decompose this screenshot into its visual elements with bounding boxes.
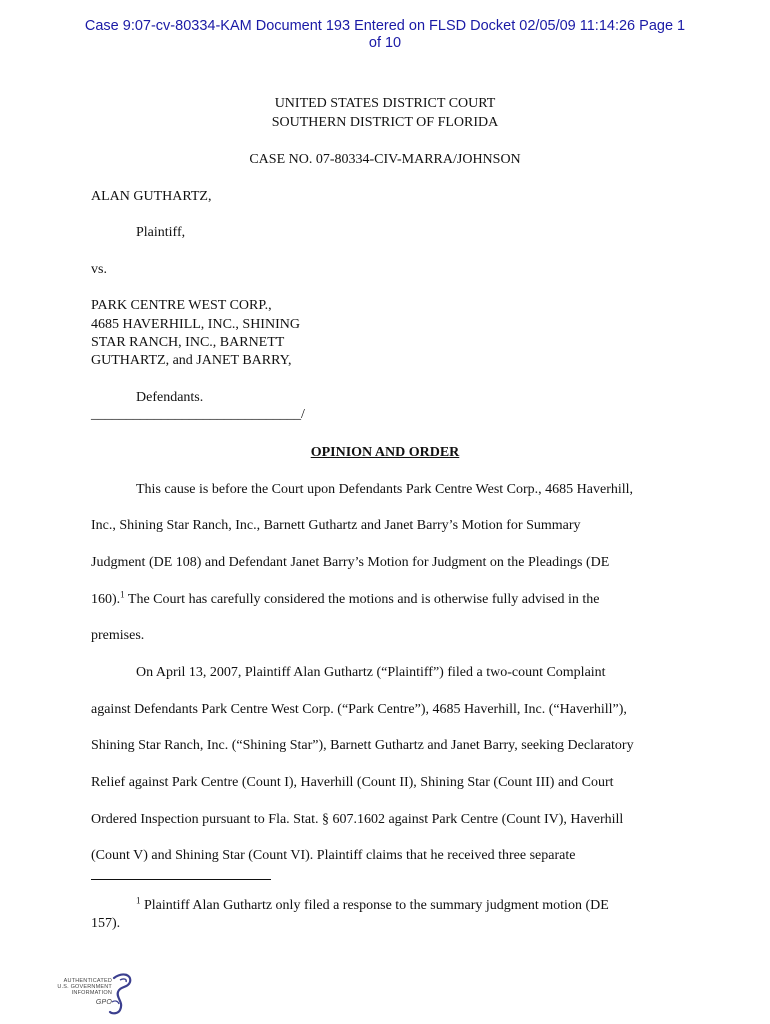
body-text: The Court has carefully considered the motions and is otherwise fully advised in the [124,592,600,607]
defendants-role: Defendants. [136,390,204,405]
versus: vs. [91,262,107,277]
defendants-line: STAR RANCH, INC., BARNETT [91,335,285,350]
body-line: against Defendants Park Centre West Corp. (“Park Centre”), 4685 Haverhill, Inc. (“Haverhill”), [91,702,627,717]
body-line: Ordered Inspection pursuant to Fla. Stat. § 607.1602 against Park Centre (Count IV), Haverhill [91,812,624,827]
court-district: SOUTHERN DISTRICT OF FLORIDA [271,115,499,130]
body-line: (Count V) and Shining Star (Count VI). Plaintiff claims that he received three separate [91,848,576,863]
caption-separator: ______________________________/ [91,407,305,422]
gpo-authentication-seal [40,972,140,1016]
body-line: On April 13, 2007, Plaintiff Alan Guthartz (“Plaintiff”) filed a two-count Complaint [136,665,606,680]
footnote-continuation: 157). [91,916,121,931]
docket-header [40,18,730,52]
body-line: Relief against Park Centre (Count I), Haverhill (Count II), Shining Star (Count III) and Court [91,775,614,790]
seal-text-line: INFORMATION [71,990,112,996]
seal-text-line: U.S. GOVERNMENT [57,984,112,990]
case-number: CASE NO. 07-80334-CIV-MARRA/JOHNSON [249,152,521,167]
docket-header-line-1: Case 9:07-cv-80334-KAM Document 193 Entered on FLSD Docket 02/05/09 11:14:26 Page 1 [84,18,686,34]
footnote-text: Plaintiff Alan Guthartz only filed a response to the summary judgment motion (DE [140,898,609,913]
plaintiff-name: ALAN GUTHARTZ, [91,189,212,204]
court-name: UNITED STATES DISTRICT COURT [274,96,496,111]
plaintiff-role: Plaintiff, [136,225,186,240]
body-line [91,591,600,608]
defendants-line: 4685 HAVERHILL, INC., SHINING [91,317,300,332]
defendants-line: GUTHARTZ, and JANET BARRY, [91,353,292,368]
body-line: This cause is before the Court upon Defendants Park Centre West Corp., 4685 Haverhill, [136,482,634,497]
body-line: Inc., Shining Star Ranch, Inc., Barnett Guthartz and Janet Barry’s Motion for Summary [91,518,581,533]
footnote [136,897,609,914]
footnote-divider [91,879,271,880]
footnote-ref: 1 [120,589,125,600]
defendants-line: PARK CENTRE WEST CORP., [91,298,272,313]
footnote-mark: 1 [136,895,141,906]
body-line: premises. [91,628,145,643]
body-line: Shining Star Ranch, Inc. (“Shining Star”), Barnett Guthartz and Janet Barry, seeking Declaratory [91,738,634,753]
seal-gpo-mark: GPO [95,999,112,1006]
opinion-title: OPINION AND ORDER [310,445,460,460]
seal-text-line: AUTHENTICATED [63,978,112,984]
body-text: 160). [91,592,121,607]
docket-header-line-2: of 10 [368,35,402,51]
eagle-icon [106,972,136,1016]
body-line: Judgment (DE 108) and Defendant Janet Barry’s Motion for Judgment on the Pleadings (DE [91,555,610,570]
